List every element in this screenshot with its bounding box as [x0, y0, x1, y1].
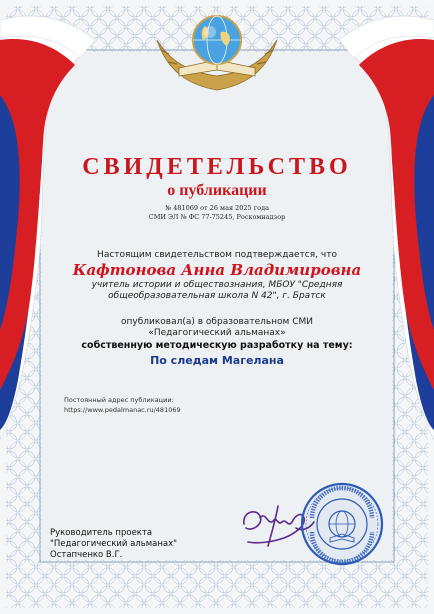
recipient-position-line-1: учитель истории и обществознания, МБОУ "Средняя — [91, 280, 343, 290]
media-registration: СМИ ЭЛ № ФС 77-75245, Роскомнадзор — [148, 213, 286, 221]
right-flag-ribbon — [314, 0, 434, 460]
official-stamp-icon — [300, 482, 384, 566]
publication-url[interactable]: https://www.pedalmanac.ru/481069 — [64, 406, 181, 414]
intro-text: Настоящим свидетельством подтверждается, что — [97, 250, 337, 260]
signatory-organization: "Педагогический альманах" — [50, 539, 178, 549]
url-label: Постоянный адрес публикации: — [64, 396, 174, 404]
recipient-position-line-2: общеобразовательная школа N 42", г. Братск — [108, 291, 326, 301]
certificate-title: СВИДЕТЕЛЬСТВО — [82, 154, 352, 180]
certificate-subtitle: о публикации — [167, 182, 267, 199]
published-line-2: «Педагогический альманах» — [148, 328, 286, 338]
globe-book-emblem-icon — [147, 10, 287, 100]
signatory-role: Руководитель проекта — [50, 528, 153, 538]
published-line-1: опубликовал(а) в образовательном СМИ — [120, 317, 313, 327]
work-title: По следам Магелана — [150, 354, 284, 367]
recipient-name: Кафтонова Анна Владимировна — [72, 261, 362, 279]
registration-number: № 481069 от 26 мая 2025 года — [165, 204, 269, 212]
work-type: собственную методическую разработку на тему: — [81, 340, 353, 351]
signatory-name: Остапченко В.Г. — [50, 550, 123, 560]
left-flag-ribbon — [0, 0, 120, 460]
